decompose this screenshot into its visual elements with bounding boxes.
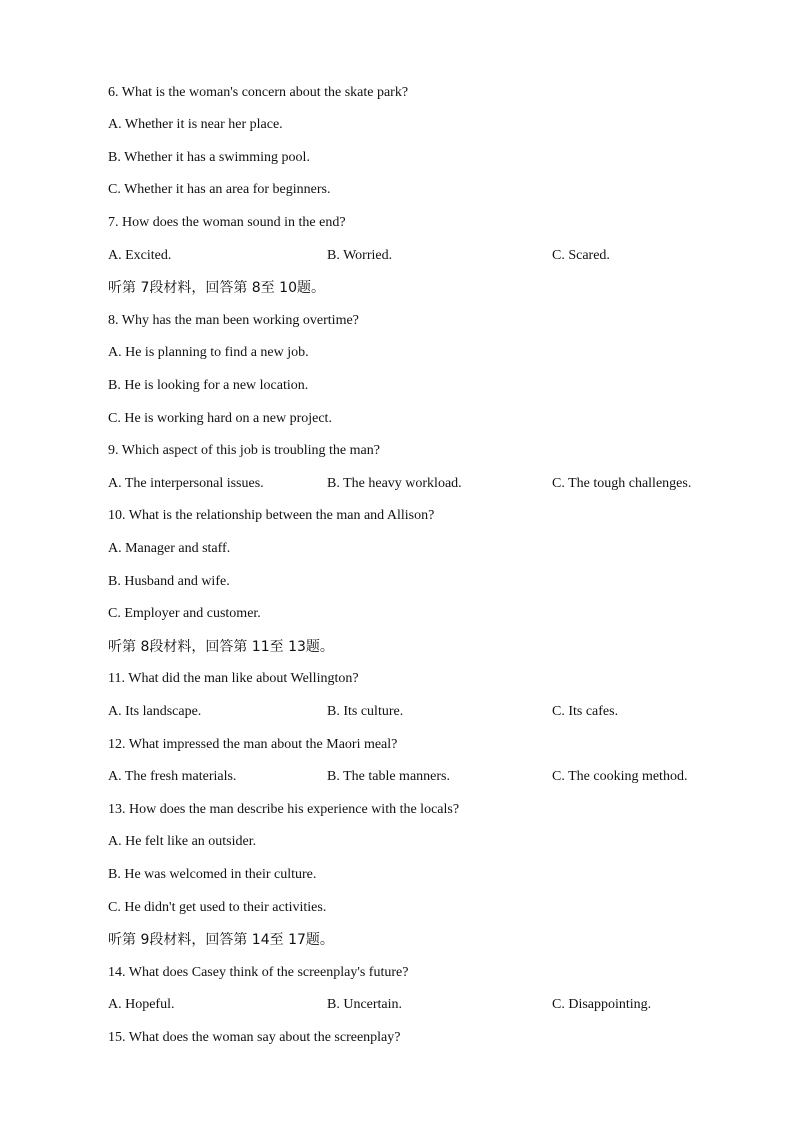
question-7: 7. How does the woman sound in the end? [108, 215, 346, 230]
q11-option-b: B. Its culture. [327, 704, 404, 719]
q10-option-a: A. Manager and staff. [108, 541, 231, 556]
q9-options [108, 476, 768, 492]
question-12: 12. What impressed the man about the Maori meal? [108, 737, 398, 752]
q6-option-a: A. Whether it is near her place. [108, 117, 283, 132]
question-6: 6. What is the woman's concern about the skate park? [108, 85, 409, 100]
q9-option-c: C. The tough challenges. [552, 476, 692, 491]
q8-option-a: A. He is planning to find a new job. [108, 345, 309, 360]
section-heading-7: 听第 7段材料，回答第 8至 10题。 [108, 280, 325, 296]
q7-option-a: A. Excited. [108, 248, 172, 263]
section-heading-8: 听第 8段材料，回答第 11至 13题。 [108, 639, 334, 655]
question-15: 15. What does the woman say about the screenplay? [108, 1030, 401, 1045]
q8-option-b: B. He is looking for a new location. [108, 378, 309, 393]
q11-option-c: C. Its cafes. [552, 704, 619, 719]
q7-option-b: B. Worried. [327, 248, 393, 263]
q12-option-b: B. The table manners. [327, 769, 450, 784]
q7-option-c: C. Scared. [552, 248, 610, 263]
q12-option-c: C. The cooking method. [552, 769, 688, 784]
q7-options [108, 248, 768, 264]
question-14: 14. What does Casey think of the screenplay's future? [108, 965, 409, 980]
question-8: 8. Why has the man been working overtime? [108, 313, 359, 328]
q14-option-c: C. Disappointing. [552, 997, 652, 1012]
question-13: 13. How does the man describe his experience with the locals? [108, 802, 460, 817]
q9-option-b: B. The heavy workload. [327, 476, 462, 491]
q12-options [108, 769, 768, 785]
q14-option-b: B. Uncertain. [327, 997, 403, 1012]
question-10: 10. What is the relationship between the man and Allison? [108, 508, 435, 523]
q8-option-c: C. He is working hard on a new project. [108, 411, 332, 426]
q14-options [108, 997, 768, 1013]
question-9: 9. Which aspect of this job is troubling the man? [108, 443, 380, 458]
q14-option-a: A. Hopeful. [108, 997, 175, 1012]
q6-option-b: B. Whether it has a swimming pool. [108, 150, 310, 165]
q13-option-a: A. He felt like an outsider. [108, 834, 257, 849]
q10-option-b: B. Husband and wife. [108, 574, 230, 589]
q13-option-b: B. He was welcomed in their culture. [108, 867, 317, 882]
q9-option-a: A. The interpersonal issues. [108, 476, 264, 491]
q10-option-c: C. Employer and customer. [108, 606, 261, 621]
q6-option-c: C. Whether it has an area for beginners. [108, 182, 331, 197]
q12-option-a: A. The fresh materials. [108, 769, 237, 784]
question-11: 11. What did the man like about Wellington? [108, 671, 359, 686]
q11-option-a: A. Its landscape. [108, 704, 202, 719]
section-heading-9: 听第 9段材料，回答第 14至 17题。 [108, 932, 334, 948]
q13-option-c: C. He didn't get used to their activities. [108, 900, 327, 915]
q11-options [108, 704, 768, 720]
